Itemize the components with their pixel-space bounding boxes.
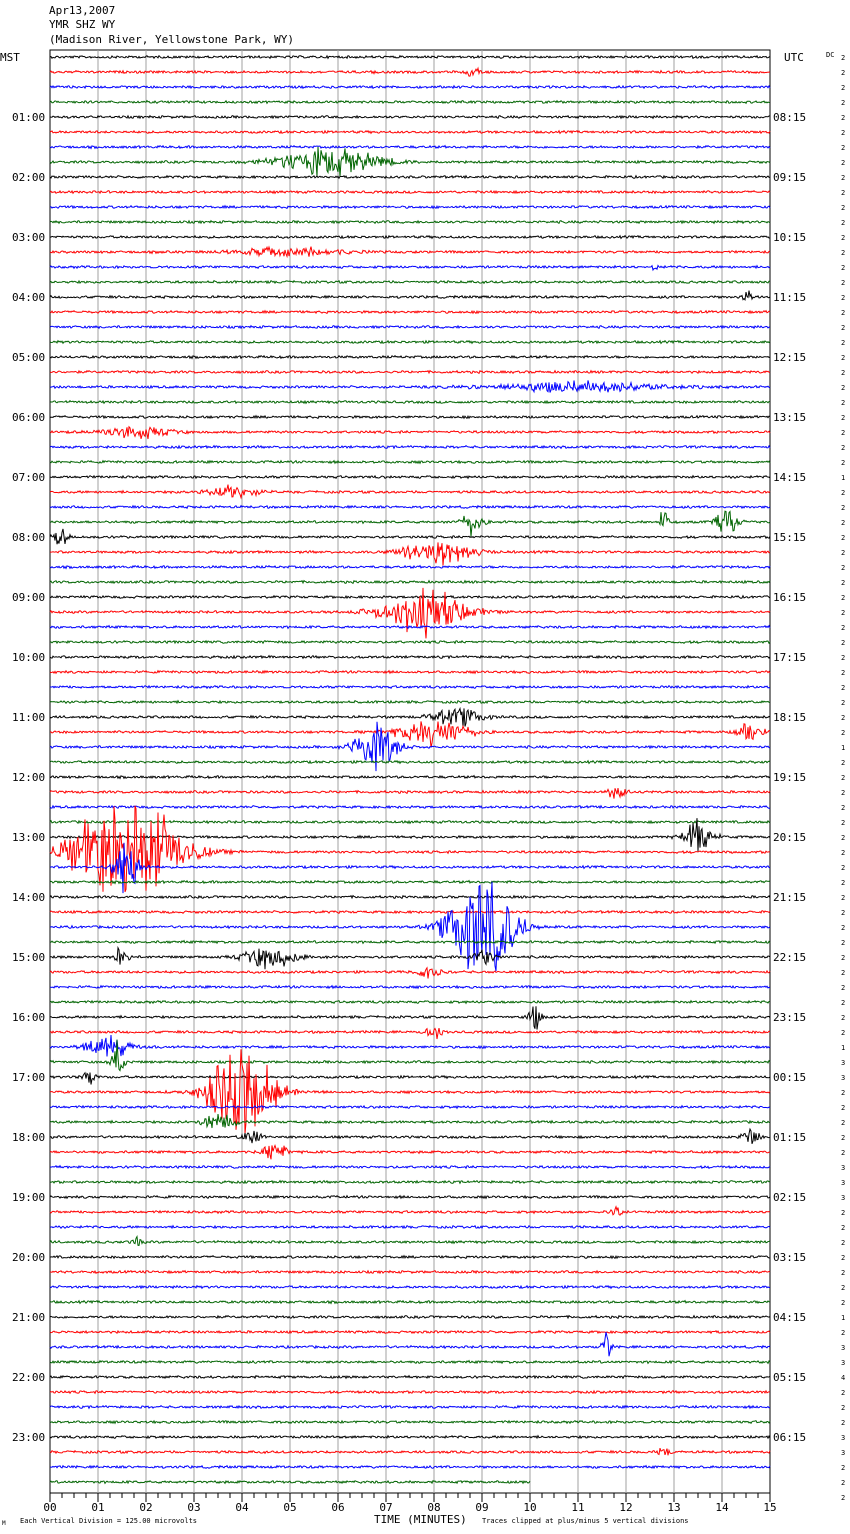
dc-offset-value: 2 xyxy=(841,654,846,662)
right-hour-label: 08:15 xyxy=(773,111,807,124)
seismic-trace xyxy=(50,266,770,271)
x-tick-label: 00 xyxy=(43,1501,57,1514)
seismic-trace xyxy=(50,1001,770,1004)
seismic-trace xyxy=(50,722,770,771)
seismic-trace xyxy=(50,446,770,449)
right-hour-label: 04:15 xyxy=(773,1311,807,1324)
seismic-trace xyxy=(50,1114,770,1128)
seismic-trace xyxy=(50,626,770,629)
right-hour-label: 01:15 xyxy=(773,1131,807,1144)
seismic-trace xyxy=(50,1332,770,1356)
dc-offset-value: 2 xyxy=(841,1299,846,1307)
dc-offset-value: 2 xyxy=(841,1404,846,1412)
seismic-trace xyxy=(50,776,770,779)
dc-offset-value: 2 xyxy=(841,864,846,872)
dc-offset-value: 2 xyxy=(841,999,846,1007)
x-tick-label: 15 xyxy=(763,1501,777,1514)
dc-offset-value: 2 xyxy=(841,264,846,272)
dc-offset-value: 2 xyxy=(841,339,846,347)
x-tick-label: 14 xyxy=(715,1501,729,1514)
dc-offset-value: 2 xyxy=(841,99,846,107)
dc-offset-value: 2 xyxy=(841,129,846,137)
seismic-trace xyxy=(50,596,770,599)
x-tick-label: 01 xyxy=(91,1501,105,1514)
dc-offset-value: 2 xyxy=(841,1389,846,1397)
dc-offset-value: 2 xyxy=(841,1239,846,1247)
right-timezone-label: UTC xyxy=(784,51,804,64)
dc-offset-value: 2 xyxy=(841,144,846,152)
clip-note: Traces clipped at plus/minus 5 vertical divisions xyxy=(482,1517,689,1525)
right-hour-label: 18:15 xyxy=(773,711,807,724)
dc-offset-value: 2 xyxy=(841,774,846,782)
seismic-trace xyxy=(50,686,770,689)
right-hour-label: 00:15 xyxy=(773,1071,807,1084)
dc-offset-value: 2 xyxy=(841,114,846,122)
dc-offset-value: 3 xyxy=(841,1164,846,1172)
right-hour-label: 10:15 xyxy=(773,231,807,244)
dc-offset-value: 2 xyxy=(841,159,846,167)
dc-offset-value: 2 xyxy=(841,294,846,302)
seismic-trace xyxy=(50,191,770,194)
seismic-trace xyxy=(50,581,770,584)
seismic-trace xyxy=(50,1316,770,1319)
left-hour-label: 02:00 xyxy=(12,171,46,184)
seismic-trace xyxy=(50,1466,770,1469)
dc-offset-value: 2 xyxy=(841,804,846,812)
seismic-trace xyxy=(50,542,770,565)
dc-offset-value: 3 xyxy=(841,1074,846,1082)
dc-offset-value: 2 xyxy=(841,669,846,677)
x-tick-label: 13 xyxy=(667,1501,681,1514)
dc-offset-value: 2 xyxy=(841,534,846,542)
seismic-trace xyxy=(50,1331,770,1334)
seismic-trace xyxy=(50,1376,770,1379)
left-hour-label: 18:00 xyxy=(12,1131,46,1144)
seismic-trace xyxy=(50,1436,770,1439)
left-hour-label: 19:00 xyxy=(12,1191,46,1204)
seismic-trace xyxy=(50,1421,770,1424)
seismic-trace xyxy=(50,968,770,979)
dc-offset-value: 2 xyxy=(841,834,846,842)
seismic-trace xyxy=(50,476,770,479)
dc-offset-value: 1 xyxy=(841,1314,846,1322)
x-tick-label: 11 xyxy=(571,1501,585,1514)
right-hour-label: 11:15 xyxy=(773,291,807,304)
dc-offset-value: 2 xyxy=(841,204,846,212)
right-hour-label: 02:15 xyxy=(773,1191,807,1204)
dc-offset-value: 2 xyxy=(841,84,846,92)
dc-offset-value: 3 xyxy=(841,1059,846,1067)
dc-offset-value: 2 xyxy=(841,969,846,977)
right-hour-label: 19:15 xyxy=(773,771,807,784)
x-tick-label: 10 xyxy=(523,1501,537,1514)
dc-offset-value: 2 xyxy=(841,789,846,797)
dc-offset-value: 2 xyxy=(841,1029,846,1037)
left-hour-label: 07:00 xyxy=(12,471,46,484)
seismic-trace xyxy=(50,1106,770,1109)
seismic-trace xyxy=(50,511,770,536)
dc-offset-value: 2 xyxy=(841,174,846,182)
right-hour-label: 22:15 xyxy=(773,951,807,964)
seismic-trace xyxy=(50,1237,770,1246)
dc-offset-value: 2 xyxy=(841,1089,846,1097)
dc-offset-value: 2 xyxy=(841,1479,846,1487)
seismic-trace xyxy=(50,341,770,344)
seismic-trace xyxy=(50,506,770,509)
dc-offset-value: 2 xyxy=(841,1149,846,1157)
seismic-trace xyxy=(50,1166,770,1169)
dc-offset-value: 3 xyxy=(841,1179,846,1187)
left-hour-label: 03:00 xyxy=(12,231,46,244)
dc-offset-value: 2 xyxy=(841,309,846,317)
seismic-trace xyxy=(50,1391,770,1394)
dc-offset-value: 2 xyxy=(841,924,846,932)
left-hour-label: 06:00 xyxy=(12,411,46,424)
right-hour-label: 06:15 xyxy=(773,1431,807,1444)
left-hour-label: 05:00 xyxy=(12,351,46,364)
dc-offset-value: 2 xyxy=(841,279,846,287)
dc-offset-value: 2 xyxy=(841,384,846,392)
right-hour-label: 23:15 xyxy=(773,1011,807,1024)
seismic-trace xyxy=(50,326,770,329)
dc-offset-value: 2 xyxy=(841,369,846,377)
seismic-trace xyxy=(50,401,770,404)
seismic-trace xyxy=(50,291,770,300)
dc-offset-value: 2 xyxy=(841,984,846,992)
right-hour-label: 13:15 xyxy=(773,411,807,424)
left-hour-label: 17:00 xyxy=(12,1071,46,1084)
left-hour-label: 21:00 xyxy=(12,1311,46,1324)
seismic-trace xyxy=(50,1271,770,1274)
dc-offset-value: 2 xyxy=(841,429,846,437)
dc-offset-value: 2 xyxy=(841,219,846,227)
seismic-trace xyxy=(50,147,770,177)
seismic-trace xyxy=(50,1301,770,1304)
seismic-trace xyxy=(50,247,770,257)
dc-offset-value: 2 xyxy=(841,1014,846,1022)
dc-offset-value: 1 xyxy=(841,744,846,752)
seismic-trace xyxy=(50,896,770,899)
seismic-trace xyxy=(50,881,770,884)
x-tick-label: 06 xyxy=(331,1501,345,1514)
seismic-trace xyxy=(50,1207,770,1216)
x-axis-title: TIME (MINUTES) xyxy=(374,1513,467,1526)
seismic-trace xyxy=(50,116,770,119)
dc-offset-value: 2 xyxy=(841,234,846,242)
seismic-trace xyxy=(50,721,770,747)
dc-offset-value: 2 xyxy=(841,1464,846,1472)
dc-offset-value: 2 xyxy=(841,1119,846,1127)
left-hour-label: 20:00 xyxy=(12,1251,46,1264)
seismic-trace xyxy=(50,176,770,179)
dc-offset-value: 2 xyxy=(841,939,846,947)
seismic-trace xyxy=(50,101,770,104)
seismic-trace xyxy=(50,843,770,893)
seismic-trace xyxy=(50,427,770,439)
right-hour-label: 05:15 xyxy=(773,1371,807,1384)
seismic-trace xyxy=(50,236,770,239)
seismic-trace xyxy=(50,1406,770,1409)
dc-label: DC xyxy=(826,51,835,59)
dc-offset-value: 2 xyxy=(841,1284,846,1292)
x-tick-label: 03 xyxy=(187,1501,201,1514)
station-location: (Madison River, Yellowstone Park, WY) xyxy=(49,33,295,46)
seismic-trace xyxy=(50,1035,770,1057)
dc-offset-value: 2 xyxy=(841,1224,846,1232)
seismic-trace xyxy=(50,485,770,498)
dc-offset-value: 3 xyxy=(841,1344,846,1352)
dc-offset-value: 2 xyxy=(841,909,846,917)
dc-offset-value: 3 xyxy=(841,1359,846,1367)
seismic-trace xyxy=(50,708,770,726)
left-hour-label: 09:00 xyxy=(12,591,46,604)
dc-offset-value: 2 xyxy=(841,1134,846,1142)
left-hour-label: 15:00 xyxy=(12,951,46,964)
dc-offset-value: 2 xyxy=(841,879,846,887)
seismic-trace xyxy=(50,588,770,639)
x-tick-label: 05 xyxy=(283,1501,297,1514)
dc-offset-value: 2 xyxy=(841,324,846,332)
right-hour-label: 12:15 xyxy=(773,351,807,364)
left-hour-label: 14:00 xyxy=(12,891,46,904)
left-hour-label: 16:00 xyxy=(12,1011,46,1024)
left-hour-label: 13:00 xyxy=(12,831,46,844)
right-hour-label: 16:15 xyxy=(773,591,807,604)
seismic-trace xyxy=(50,1226,770,1229)
seismic-trace xyxy=(50,1073,770,1085)
seismic-trace xyxy=(50,701,770,704)
right-hour-label: 14:15 xyxy=(773,471,807,484)
dc-offset-value: 2 xyxy=(841,504,846,512)
seismic-trace xyxy=(50,1256,770,1259)
seismic-trace xyxy=(50,416,770,419)
seismic-trace xyxy=(50,1145,770,1159)
dc-offset-value: 2 xyxy=(841,54,846,62)
dc-offset-value: 2 xyxy=(841,954,846,962)
x-tick-label: 08 xyxy=(427,1501,441,1514)
dc-offset-value: 2 xyxy=(841,249,846,257)
right-hour-label: 03:15 xyxy=(773,1251,807,1264)
seismic-trace xyxy=(50,311,770,314)
left-timezone-label: MST xyxy=(0,51,20,64)
dc-offset-value: 2 xyxy=(841,1419,846,1427)
dc-offset-value: 2 xyxy=(841,459,846,467)
seismic-trace xyxy=(50,1448,770,1455)
seismic-trace xyxy=(50,281,770,284)
seismic-traces xyxy=(50,56,770,1484)
seismic-trace xyxy=(50,911,770,914)
seismic-trace xyxy=(50,761,770,764)
dc-offset-value: 2 xyxy=(841,564,846,572)
dc-offset-value: 2 xyxy=(841,1329,846,1337)
seismic-trace xyxy=(50,131,770,134)
seismic-trace xyxy=(50,1181,770,1184)
seismic-trace xyxy=(50,206,770,209)
plot-labels xyxy=(0,51,845,1527)
dc-offset-value: 1 xyxy=(841,474,846,482)
dc-offset-value: 4 xyxy=(841,1374,846,1382)
dc-offset-value: 2 xyxy=(841,579,846,587)
seismic-trace xyxy=(50,1129,770,1144)
corner-mark: M xyxy=(2,1520,6,1527)
dc-offset-value: 2 xyxy=(841,714,846,722)
dc-offset-value: 2 xyxy=(841,69,846,77)
dc-offset-value: 2 xyxy=(841,594,846,602)
left-hour-label: 01:00 xyxy=(12,111,46,124)
dc-offset-value: 2 xyxy=(841,759,846,767)
x-tick-label: 09 xyxy=(475,1501,489,1514)
seismic-trace xyxy=(50,806,770,809)
seismic-trace xyxy=(50,641,770,644)
left-hour-label: 08:00 xyxy=(12,531,46,544)
left-hour-label: 22:00 xyxy=(12,1371,46,1384)
dc-offset-value: 1 xyxy=(841,1044,846,1052)
seismic-trace xyxy=(50,671,770,674)
dc-offset-value: 2 xyxy=(841,414,846,422)
seismic-trace xyxy=(50,788,770,799)
dc-offset-value: 2 xyxy=(841,489,846,497)
dc-offset-value: 2 xyxy=(841,1269,846,1277)
x-tick-label: 12 xyxy=(619,1501,633,1514)
dc-offset-value: 2 xyxy=(841,684,846,692)
dc-offset-value: 2 xyxy=(841,1104,846,1112)
dc-offset-value: 3 xyxy=(841,1194,846,1202)
seismic-trace xyxy=(50,56,770,59)
seismic-trace xyxy=(50,86,770,89)
seismic-trace xyxy=(50,371,770,374)
right-hour-label: 21:15 xyxy=(773,891,807,904)
left-hour-label: 23:00 xyxy=(12,1431,46,1444)
seismic-trace xyxy=(50,1361,770,1364)
seismic-trace xyxy=(50,356,770,359)
dc-offset-value: 2 xyxy=(841,849,846,857)
scale-note: Each Vertical Division = 125.00 microvolts xyxy=(20,1517,198,1525)
right-hour-label: 20:15 xyxy=(773,831,807,844)
dc-offset-value: 2 xyxy=(841,1209,846,1217)
dc-offset-value: 2 xyxy=(841,894,846,902)
seismic-trace xyxy=(50,566,770,569)
left-hour-label: 12:00 xyxy=(12,771,46,784)
dc-offset-value: 2 xyxy=(841,549,846,557)
dc-offset-value: 3 xyxy=(841,1449,846,1457)
left-hour-label: 10:00 xyxy=(12,651,46,664)
dc-offset-value: 2 xyxy=(841,699,846,707)
dc-offset-value: 2 xyxy=(841,609,846,617)
x-tick-label: 07 xyxy=(379,1501,393,1514)
seismic-trace xyxy=(50,1196,770,1199)
seismic-trace xyxy=(50,221,770,224)
seismic-trace xyxy=(50,146,770,149)
seismic-trace xyxy=(50,1286,770,1289)
seismic-trace xyxy=(50,68,770,76)
dc-offset-value: 2 xyxy=(841,729,846,737)
right-hour-label: 09:15 xyxy=(773,171,807,184)
right-hour-label: 17:15 xyxy=(773,651,807,664)
dc-offset-value: 3 xyxy=(841,1434,846,1442)
left-hour-label: 11:00 xyxy=(12,711,46,724)
seismic-trace xyxy=(50,1028,770,1039)
dc-offset-value: 2 xyxy=(841,639,846,647)
x-tick-label: 02 xyxy=(139,1501,153,1514)
left-hour-label: 04:00 xyxy=(12,291,46,304)
seismic-trace xyxy=(50,948,770,969)
seismic-trace xyxy=(50,461,770,464)
dc-offset-value: 2 xyxy=(841,189,846,197)
x-tick-label: 04 xyxy=(235,1501,249,1514)
seismic-trace xyxy=(50,529,770,544)
seismic-trace xyxy=(50,986,770,989)
station-code: YMR SHZ WY xyxy=(49,18,116,31)
record-date: Apr13,2007 xyxy=(49,4,116,17)
dc-offset-value: 2 xyxy=(841,1254,846,1262)
right-hour-label: 15:15 xyxy=(773,531,807,544)
dc-offset-value: 2 xyxy=(841,444,846,452)
dc-offset-value: 2 xyxy=(841,354,846,362)
seismic-trace xyxy=(50,656,770,659)
dc-offset-value: 2 xyxy=(841,819,846,827)
seismic-trace xyxy=(50,941,770,944)
seismic-trace xyxy=(50,806,770,892)
dc-offset-value: 2 xyxy=(841,519,846,527)
seismic-trace xyxy=(50,1006,770,1029)
dc-offset-value: 2 xyxy=(841,1494,846,1502)
seismic-trace xyxy=(50,1040,770,1071)
seismic-trace xyxy=(50,380,770,392)
dc-offset-value: 2 xyxy=(841,624,846,632)
dc-offset-value: 2 xyxy=(841,399,846,407)
